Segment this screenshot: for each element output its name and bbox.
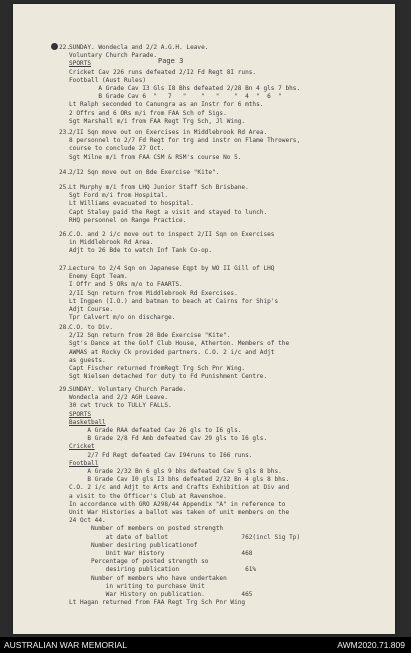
entry-line: In accordance with GRO A298/44 Appendix "A" in reference to: [69, 500, 286, 508]
entry-line: B Grade Cav I0 gls I3 bhs defeated 2/32 Bn 4 gls 8 bhs.: [69, 476, 290, 484]
entry-line: a visit to the Officer's Club at Ravenshoe.: [69, 492, 227, 500]
entry-line: Sgt Nielsen detached for duty to Fd Punishment Centre.: [69, 373, 268, 381]
entry-line: Football (Aust Rules): [69, 76, 147, 84]
entry-line: Cricket: [69, 443, 95, 451]
entry-number: 24.: [59, 169, 71, 176]
entry-line: SPORTS: [69, 410, 92, 418]
entry-line: Sgt Ford m/i from Hospital.: [69, 192, 169, 200]
entry-line: A Grade RAA defeated Cav 26 gls to I6 gls.: [69, 427, 242, 435]
entry-line: Sgt Marshall m/i from FAA Regt Trg Sch, Jl Wing.: [69, 117, 246, 125]
entry-line: Unit War Histories a ballot was taken of unit members on the: [69, 509, 290, 517]
footer-institution: AUSTRALIAN WAR MEMORIAL: [4, 640, 127, 650]
entry-line: Enemy Eqpt Team.: [69, 273, 128, 281]
entry-line: Adjt to 26 Bde to watch Inf Tank Co-op.: [69, 247, 213, 255]
entry-line: Sgt's Dance at the Golf Club House, Atherton. Members of the: [69, 340, 290, 348]
page-label: Page 3: [158, 57, 184, 65]
diary-entry-23: [59, 129, 369, 162]
entry-line: Number of members on posted strength: [69, 525, 224, 533]
entry-line: 2/II Sqn return from Middlebrook Rd Exercises.: [69, 289, 238, 297]
diary-entry-24: [59, 169, 369, 177]
entry-line: Lt Hagan returned from FAA Regt Trg Sch Pnr Wing: [69, 599, 246, 607]
entry-line: Basketball: [69, 418, 106, 426]
entry-line: Capt Staley paid the Regt a visit and stayed to lunch.: [69, 208, 268, 216]
entry-line: C.O. 2 i/c and Adjt to Arts and Crafts Exhibition at Div and: [69, 484, 290, 492]
entry-line: 2/II Sqn move out on Exercises in Middlebrook Rd Area.: [69, 129, 268, 136]
diary-entry-25: [59, 184, 369, 225]
entry-line: Cricket Cav 226 runs defeated 2/I2 Fd Regt 8I runs.: [69, 68, 257, 76]
entry-line: 2/I2 Sqn move out on Bde Exercise "Kite".: [69, 169, 220, 176]
entry-line: Voluntary Church Parade.: [69, 52, 158, 60]
entry-line: SUNDAY. Voluntary Church Parade.: [69, 386, 187, 393]
entry-number: 22.: [59, 44, 71, 51]
entry-number: 28.: [59, 324, 71, 331]
entry-line: A Grade Cav I3 Gls I8 Bhs defeated 2/28 Bn 4 gls 7 bhs.: [69, 85, 301, 93]
entry-number: 29.: [59, 386, 71, 393]
entry-line: in writing to purchase Unit: [69, 582, 205, 590]
entry-number: 25.: [59, 184, 71, 191]
entry-number: 23.: [59, 129, 71, 136]
entry-line: C.O. and 2 i/c move out to inspect 2/II Sqn on Exercises: [69, 231, 275, 238]
entry-line: Adjt Course.: [69, 306, 114, 314]
entry-line: course to conclude 27 Oct.: [69, 145, 165, 153]
entry-line: in Middlebrook Rd Area.: [69, 239, 154, 247]
document-page: [13, 4, 395, 634]
entry-line: B Grade Cav 6 " 7 " " " " 4 " 6 ": [69, 93, 282, 101]
archive-footer: [0, 637, 411, 653]
entry-line: 30 cwt truck to TULLY FALLS.: [69, 402, 172, 410]
entry-line: desiring publication 61%: [69, 566, 257, 574]
entry-line: Lt Ingpen (I.O.) and batman to beach at Cairns for Ship's: [69, 297, 279, 305]
entry-number: 26.: [59, 231, 71, 238]
entry-line: Lt Murphy m/i from LHQ Junior Staff Sch Brisbane.: [69, 184, 249, 191]
entry-line: Lt Williams evacuated to hospital.: [69, 200, 194, 208]
diary-entry-27: [59, 265, 369, 322]
entry-line: C.O. to Div.: [69, 324, 114, 331]
entry-line: Lecture to 2/4 Sqn on Japanese Eqpt by WO II Gill of LHQ: [69, 265, 275, 272]
diary-entry-26: [59, 231, 369, 256]
entry-line: at date of ballot 762(incl Sig Tp): [69, 533, 301, 541]
entry-line: 2 Offrs and 6 ORs m/i from FAA Sch of Sigs.: [69, 109, 227, 117]
entry-line: I Offr and 5 ORs m/o to FAARTS.: [69, 281, 183, 289]
punch-hole-icon: [51, 43, 58, 50]
entry-line: Tpr Calvert m/o on discharge.: [69, 314, 176, 322]
entry-line: Football: [69, 459, 99, 467]
entry-line: SPORTS: [69, 60, 92, 68]
entry-line: Lt Ralph seconded to Canungra as an Instr for 6 mths.: [69, 101, 264, 109]
entry-line: 2/7 Fd Regt defeated Cav I94runs to I66 runs.: [69, 451, 253, 459]
entry-line: Number of members who have undertaken: [69, 574, 227, 582]
entry-line: Sgt Milne m/i from FAA CSM & RSM's course No 5.: [69, 153, 242, 161]
entry-line: B Grade 2/8 Fd Amb defeated Cav 29 gls to I6 gls.: [69, 435, 268, 443]
entry-line: Capt Fischer returned fromRegt Trg Sch Pnr Wing.: [69, 365, 246, 373]
diary-entry-29: [59, 386, 369, 607]
entry-line: as guests.: [69, 356, 106, 364]
entry-line: Number desiring publicationof: [69, 541, 198, 549]
entry-line: Percentage of posted strength so: [69, 558, 209, 566]
entry-line: A Grade 2/32 Bn 6 gls 9 bhs defeated Cav 5 gls 8 bhs.: [69, 468, 282, 476]
entry-line: War History on publication. 465: [69, 591, 253, 599]
entry-line: 24 Oct 44.: [69, 517, 106, 525]
diary-entry-22: [59, 44, 369, 126]
entry-line: Wondecla and 2/2 AGH Leave.: [69, 394, 169, 402]
entry-line: SUNDAY. Wondecla and 2/2 A.G.H. Leave.: [69, 44, 209, 51]
diary-entry-28: [59, 324, 369, 381]
entry-line: 8 personnel to 2/7 Fd Regt for trg and instr on Flame Throwers,: [69, 137, 301, 145]
entry-line: AWMAS at Rocky Ck provided partners. C.O. 2 i/c and Adjt: [69, 348, 275, 356]
entry-number: 27.: [59, 265, 71, 272]
entry-line: Unit War History 468: [69, 550, 253, 558]
footer-accession-number: AWM2020.71.809: [337, 640, 405, 650]
entry-line: RHQ personnel on Range Practice.: [69, 216, 187, 224]
entry-line: 2/I2 Sqn return from 20 Bde Exercise "Kite".: [69, 332, 231, 340]
